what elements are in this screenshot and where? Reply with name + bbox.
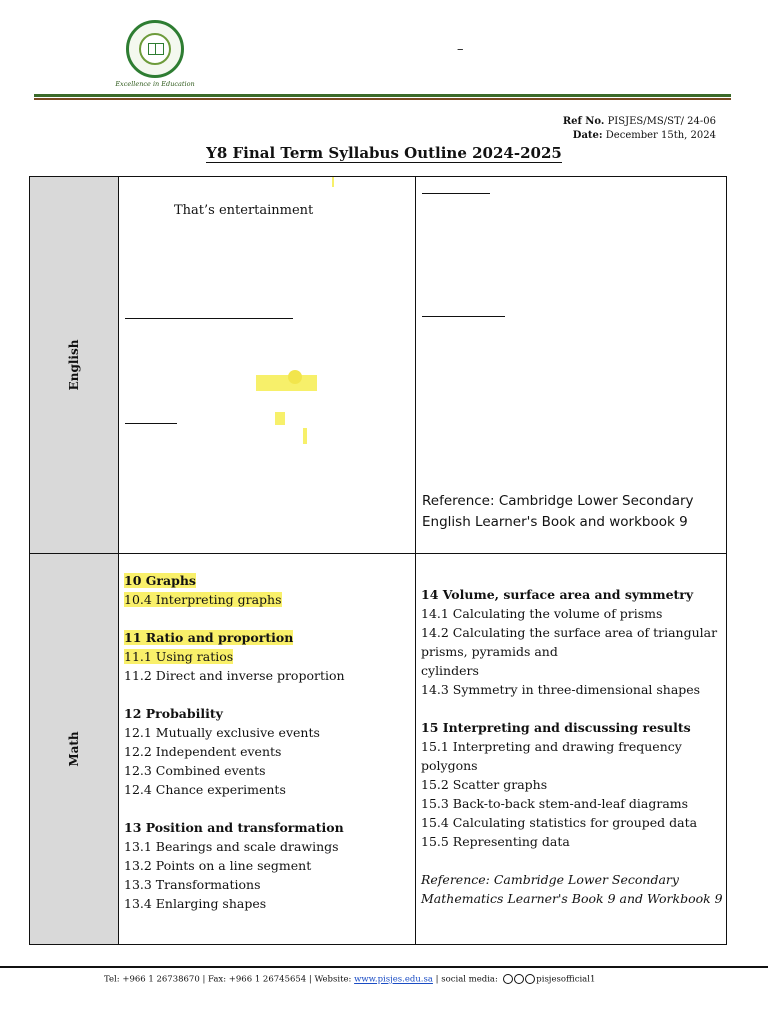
syllabus-item: Reference: Cambridge Lower Secondary (421, 872, 679, 887)
syllabus-item: 12 Probability (124, 706, 223, 721)
blank-line (422, 316, 505, 317)
syllabus-item: 12.2 Independent events (124, 744, 282, 759)
spacer (124, 609, 345, 628)
syllabus-item: 10 Graphs (124, 573, 196, 588)
logo-seal (126, 20, 184, 78)
header-rule-brown (34, 98, 731, 100)
math-right-cell (416, 554, 727, 945)
facebook-icon[interactable] (525, 974, 535, 984)
highlight-mark (332, 177, 334, 187)
syllabus-item: 11.2 Direct and inverse proportion (124, 668, 345, 683)
spacer (421, 851, 723, 870)
footer-website-label: Website: (314, 974, 352, 985)
math-left-list (124, 571, 345, 913)
syllabus-table (29, 176, 727, 945)
logo-tagline: Excellence in Education (115, 80, 195, 88)
highlight-mark (275, 412, 285, 425)
ref-value: PISJES/MS/ST/ 24-06 (607, 116, 716, 127)
blank-line (422, 193, 490, 194)
syllabus-item: 11.1 Using ratios (124, 649, 234, 664)
footer-tel: Tel: +966 1 26738670 (104, 974, 200, 985)
syllabus-item: 14.2 Calculating the surface area of triangular (421, 625, 718, 640)
twitter-icon[interactable] (514, 974, 524, 984)
book-icon (148, 43, 164, 55)
english-row (30, 177, 727, 554)
syllabus-item: 13.4 Enlarging shapes (124, 896, 267, 911)
english-right-cell (416, 177, 727, 554)
syllabus-item: 15.1 Interpreting and drawing frequency (421, 739, 682, 754)
subject-cell-math (30, 554, 119, 945)
math-right-list (421, 585, 723, 908)
subject-label-english: English (67, 339, 81, 391)
spacer (421, 699, 723, 718)
blank-line (125, 318, 293, 319)
syllabus-item: 15.2 Scatter graphs (421, 777, 548, 792)
syllabus-item: 14.3 Symmetry in three-dimensional shapes (421, 682, 701, 697)
footer-fax: Fax: +966 1 26745654 (208, 974, 307, 985)
english-left-cell (119, 177, 416, 554)
footer-social-label: social media: (441, 974, 498, 985)
syllabus-item: 15 Interpreting and discussing results (421, 720, 691, 735)
syllabus-item: 13 Position and transformation (124, 820, 344, 835)
syllabus-item: polygons (421, 758, 478, 773)
highlight-mark (256, 375, 317, 391)
reference-block (563, 115, 716, 143)
subject-label-math: Math (67, 731, 81, 767)
syllabus-item: 10.4 Interpreting graphs (124, 592, 282, 607)
social-handle: pisjesofficial1 (536, 974, 596, 985)
header-rule-green (34, 94, 731, 97)
school-logo (112, 18, 198, 92)
math-row (30, 554, 727, 945)
english-reference: Reference: Cambridge Lower Secondary English Learner's Book and workbook 9 (422, 493, 694, 530)
syllabus-item: cylinders (421, 663, 479, 678)
highlight-mark (288, 370, 302, 384)
syllabus-item: 12.3 Combined events (124, 763, 266, 778)
date-label: Date: (572, 130, 603, 141)
syllabus-item: 12.1 Mutually exclusive events (124, 725, 320, 740)
instagram-icon[interactable] (503, 974, 513, 984)
ref-label: Ref No. (562, 116, 605, 127)
subject-cell-english (30, 177, 119, 554)
math-left-cell (119, 554, 416, 945)
page-title: Y8 Final Term Syllabus Outline 2024-2025 (206, 144, 562, 162)
website-link[interactable]: www.pisjes.edu.sa (354, 974, 433, 985)
syllabus-item: 14.1 Calculating the volume of prisms (421, 606, 663, 621)
syllabus-item: 13.2 Points on a line segment (124, 858, 312, 873)
syllabus-item: 15.5 Representing data (421, 834, 570, 849)
syllabus-item: 14 Volume, surface area and symmetry (421, 587, 694, 602)
syllabus-item: 15.3 Back-to-back stem-and-leaf diagrams (421, 796, 689, 811)
syllabus-item: 13.3 Transformations (124, 877, 261, 892)
spacer (124, 799, 345, 818)
spacer (124, 685, 345, 704)
blank-line (125, 423, 177, 424)
syllabus-item: 11 Ratio and proportion (124, 630, 294, 645)
syllabus-item: 13.1 Bearings and scale drawings (124, 839, 339, 854)
syllabus-item: 15.4 Calculating statistics for grouped data (421, 815, 698, 830)
footer: Tel: +966 1 26738670 | Fax: +966 1 26745654 | Website: www.pisjes.edu.sa | social media: pisjesofficial1 (104, 974, 596, 985)
english-topic: That’s entertainment (174, 203, 314, 218)
syllabus-item: 12.4 Chance experiments (124, 782, 286, 797)
header-dash: – (457, 42, 464, 57)
date-value: December 15th, 2024 (605, 130, 716, 141)
highlight-mark (303, 428, 307, 444)
syllabus-item: prisms, pyramids and (421, 644, 558, 659)
syllabus-item: Mathematics Learner's Book 9 and Workbook 9 (421, 891, 723, 906)
footer-rule (0, 966, 768, 968)
